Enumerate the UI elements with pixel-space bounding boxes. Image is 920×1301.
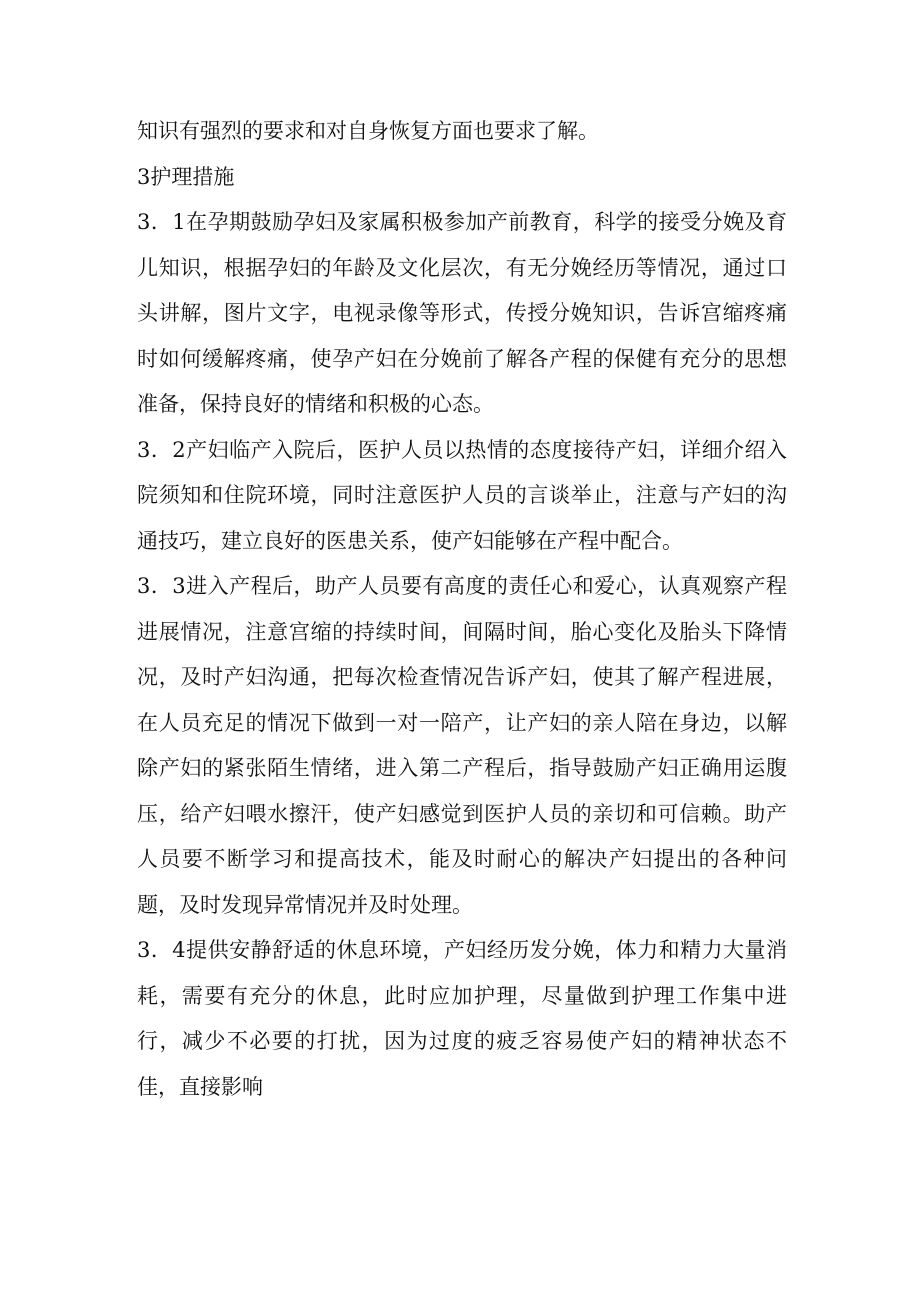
paragraph-3-4	[137, 928, 787, 1110]
paragraph-3-2	[137, 428, 787, 565]
paragraph-text: 产妇临产入院后，医护人员以热情的态度接待产妇，详细介绍入院须知和住院环境，同时注意医护人员的言谈举止，注意与产妇的沟通技巧，建立良好的医患关系，使产妇能够在产程中配合。	[137, 437, 787, 553]
paragraph-3-3	[137, 564, 787, 928]
paragraph-3-1	[137, 200, 787, 428]
section-heading: 3护理措施	[137, 165, 235, 189]
paragraph-text: 进入产程后，助产人员要有高度的责任心和爱心，认真观察产程进展情况，注意宫缩的持续时间，间隔时间，胎心变化及胎头下降情况，及时产妇沟通，把每次检查情况告诉产妇，使其了解产程进展，在人员充足的情况下做到一对一陪产，让产妇的亲人陪在身边，以解除产妇的紧张陌生情绪，进入第二产程后，指导鼓励产妇正确用运腹压，给产妇喂水擦汗，使产妇感觉到医护人员的亲切和可信赖。助产人员要不断学习和提高技术，能及时耐心的解决产妇提出的各种问题，及时发现异常情况并及时处理。	[137, 574, 787, 917]
intro-fragment: 知识有强烈的要求和对自身恢复方面也要求了解。	[137, 119, 599, 143]
document-body	[137, 108, 787, 1110]
paragraph-number: 3．2	[137, 437, 186, 462]
paragraph-number: 3．1	[137, 210, 186, 234]
paragraph-text: 提供安静舒适的休息环境，产妇经历发分娩，体力和精力大量消耗，需要有充分的休息，此时应加护理，尽量做到护理工作集中进行，减少不必要的打扰，因为过度的疲乏容易使产妇的精神状态不佳，直接影响	[137, 938, 787, 1099]
paragraph-number: 3．4	[137, 938, 186, 962]
paragraph-number: 3．3	[137, 574, 186, 598]
paragraph-text: 在孕期鼓励孕妇及家属积极参加产前教育，科学的接受分娩及育儿知识，根据孕妇的年龄及文化层次，有无分娩经历等情况，通过口头讲解，图片文字，电视录像等形式，传授分娩知识，告诉宫缩疼痛时如何缓解疼痛，使孕产妇在分娩前了解各产程的保健有充分的思想准备，保持良好的情绪和积极的心态。	[137, 210, 787, 416]
